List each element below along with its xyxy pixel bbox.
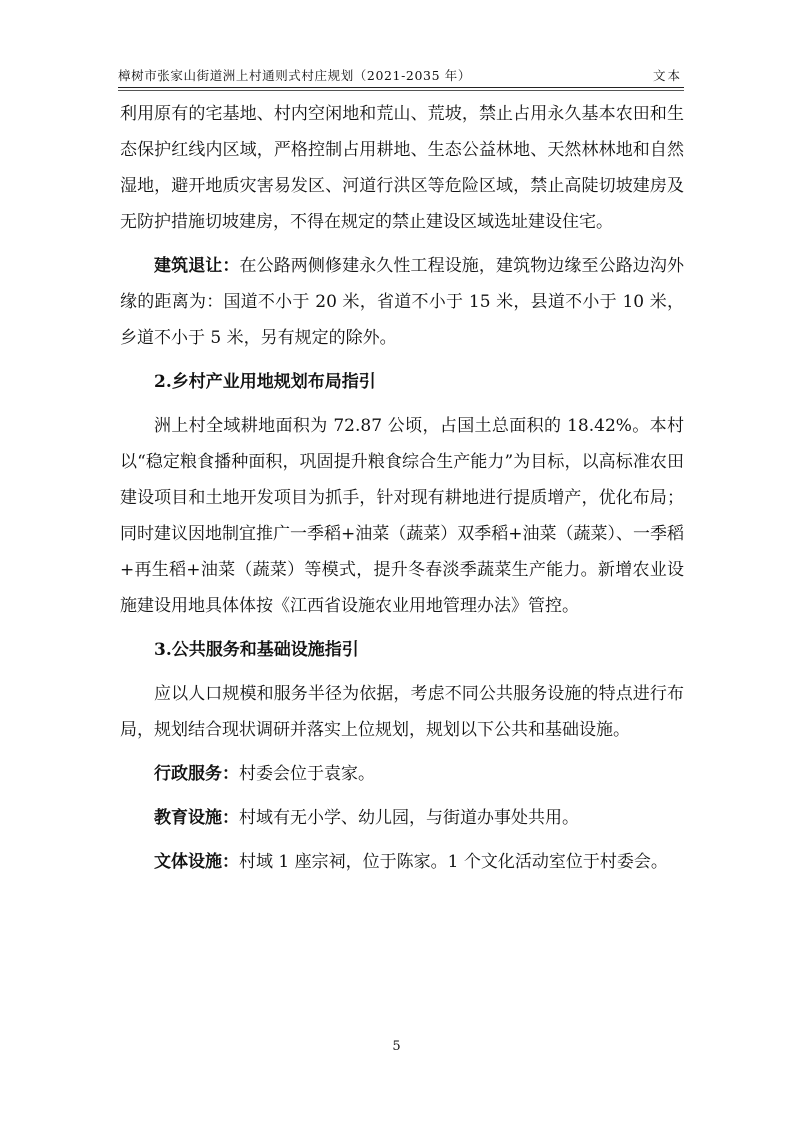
paragraph-public-services: 应以人口规模和服务半径为依据，考虑不同公共服务设施的特点进行布局，规划结合现状调研并落实上位规划，规划以下公共和基础设施。 <box>120 684 684 740</box>
term-building-setback: 建筑退让： <box>154 256 240 276</box>
text-administration: 村委会位于袁家。 <box>239 764 375 784</box>
term-administration: 行政服务： <box>154 764 239 784</box>
paragraph-site-selection: 利用原有的宅基地、村内空闲地和荒山、荒坡，禁止占用永久基本农田和生态保护红线内区域，严格控制占用耕地、生态公益林地、天然林林地和自然湿地，避开地质灾害易发区、河道行洪区等危险区域，禁止高陡切坡建房及无防护措施切坡建房，不得在规定的禁止建设区域选址建设住宅。 <box>120 104 684 232</box>
page-header <box>118 62 684 88</box>
text-education: 村域有无小学、幼儿园，与街道办事处共用。 <box>239 808 579 828</box>
paragraph-culture-sports <box>120 844 684 880</box>
term-education: 教育设施： <box>154 808 239 828</box>
main-content <box>120 96 684 888</box>
paragraph-education <box>120 800 684 836</box>
term-culture-sports: 文体设施： <box>154 852 239 872</box>
text-culture-sports: 村域 1 座宗祠，位于陈家。1 个文化活动室位于村委会。 <box>239 852 668 872</box>
heading-industry-land: 2.乡村产业用地规划布局指引 <box>154 372 376 392</box>
document-title: 樟树市张家山街道洲上村通则式村庄规划（2021-2035 年） <box>118 68 471 83</box>
paragraph-building-setback <box>120 248 684 356</box>
heading-public-services: 3.公共服务和基础设施指引 <box>154 640 359 660</box>
paragraph-farmland: 洲上村全域耕地面积为 72.87 公顷，占国土总面积的 18.42%。本村以“稳定粮食播种面积，巩固提升粮食综合生产能力”为目标，以高标准农田建设项目和土地开发项目为抓手，针对现有耕地进行提质增产，优化布局；同时建议因地制宜推广一季稻+油菜（蔬菜）双季稻+油菜（蔬菜）、一季稻+再生稻+油菜（蔬菜）等模式，提升冬春淡季蔬菜生产能力。新增农业设施建设用地具体体按《江西省设施农业用地管理办法》管控。 <box>120 416 684 616</box>
text-building-setback: 在公路两侧修建永久性工程设施，建筑物边缘至公路边沟外缘的距离为：国道不小于 20 米，省道不小于 15 米，县道不小于 10 米，乡道不小于 5 米，另有规定的除外。 <box>120 256 684 348</box>
paragraph-administration <box>120 756 684 792</box>
document-section-tag: 文本 <box>652 68 682 83</box>
header-rule <box>118 87 684 88</box>
header-rule-secondary <box>118 90 684 91</box>
page-number: 5 <box>392 1039 401 1054</box>
